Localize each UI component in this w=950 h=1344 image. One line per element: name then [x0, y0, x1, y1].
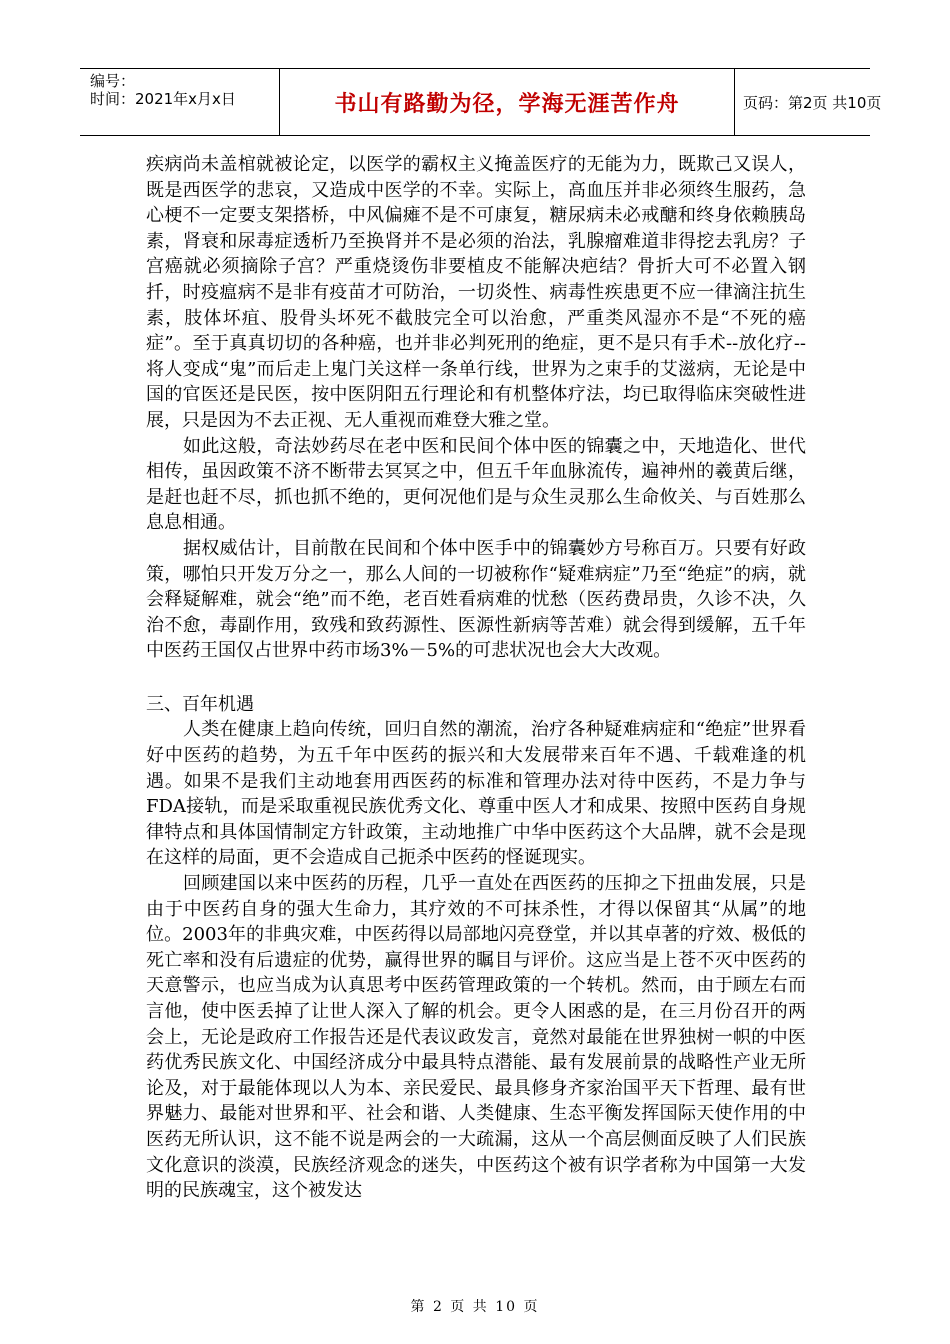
section-heading: 三、百年机遇 — [146, 693, 254, 715]
time-label: 时间：2021年x月x日 — [90, 90, 236, 108]
header-meta-cell — [80, 69, 280, 135]
header-motto-cell — [280, 69, 735, 135]
document-header — [80, 68, 882, 136]
page-info: 页码：第2页 共10页 — [743, 93, 882, 112]
document-body — [146, 152, 806, 1204]
page-footer: 第 2 页 共 10 页 — [410, 1299, 540, 1315]
section-spacer — [146, 664, 806, 692]
number-label: 编号： — [90, 72, 136, 90]
paragraph-1: 疾病尚未盖棺就被论定，以医学的霸权主义掩盖医疗的无能为力，既欺己又误人，既是西医学的悲哀，又造成中医学的不幸。实际上，高血压并非必须终生服药，急心梗不一定要支架搭桥，中风偏瘫不是不可康复，糖尿病未必戒醣和终身依赖胰岛素，肾衰和尿毒症透析乃至换肾并不是必须的治法，乳腺瘤难道非得挖去乳房？子宫癌就必须摘除子宫？严重烧烫伤非要植皮不能解决疤结？骨折大可不必置入钢扦，时疫瘟病不是非有疫苗才可防治，一切炎性、病毒性疾患更不应一律滴注抗生素，肢体坏疽、股骨头坏死不截肢完全可以治愈，严重类风湿亦不是“不死的癌症”。至于真真切切的各种癌，也并非必判死刑的绝症，更不是只有手术--放化疗--将人变成“鬼”而后走上鬼门关这样一条单行线，世界为之束手的艾滋病，无论是中国的官医还是民医，按中医阴阳五行理论和有机整体疗法，均已取得临床突破性进展，只是因为不去正视、无人重视而难登大雅之堂。 — [146, 154, 806, 431]
motto-text: 书山有路勤为径，学海无涯苦作舟 — [334, 91, 680, 117]
paragraph-3: 据权威估计，目前散在民间和个体中医手中的锦囊妙方号称百万。只要有好政策，哪怕只开发万分之一，那么人间的一切被称作“疑难病症”乃至“绝症”的病，就会释疑解难，就会“绝”而不绝，老百姓看病难的忧愁（医药费昂贵，久诊不决，久治不愈，毒副作用，致残和致药源性、医源性新病等苦难）就会得到缓解，五千年中医药王国仅占世界中药市场3%－5%的可悲状况也会大大改观。 — [146, 537, 806, 662]
paragraph-2: 如此这般，奇法妙药尽在老中医和民间个体中医的锦囊之中，天地造化、世代相传，虽因政策不济不断带去冥冥之中，但五千年血脉流传，遍神州的羲黄后继，是赶也赶不尽，抓也抓不绝的，更何况他们是与众生灵那么生命攸关、与百姓那么息息相通。 — [146, 435, 806, 534]
paragraph-5: 回顾建国以来中医药的历程，几乎一直处在西医药的压抑之下扭曲发展，只是由于中医药自身的强大生命力，其疗效的不可抹杀性，才得以保留其“从属”的地位。2003年的非典灾难，中医药得以局部地闪亮登堂，并以其卓著的疗效、极低的死亡率和没有后遗症的优势，赢得世界的瞩目与评价。这应当是上苍不灭中医药的天意警示，也应当成为认真思考中医药管理政策的一个转机。然而，由于顾左右而言他，使中医丢掉了让世人深入了解的机会。更令人困惑的是，在三月份召开的两会上，无论是政府工作报告还是代表议政发言，竟然对最能在世界独树一帜的中医药优秀民族文化、中国经济成分中最具特点潜能、最有发展前景的战略性产业无所论及，对于最能体现以人为本、亲民爱民、最具修身齐家治国平天下哲理、最有世界魅力、最能对世界和平、社会和谐、人类健康、生态平衡发挥国际天使作用的中医药无所认识，这不能不说是两会的一大疏漏，这从一个高层侧面反映了人们民族文化意识的淡漠，民族经济观念的迷失，中医药这个被有识学者称为中国第一大发明的民族魂宝，这个被发达 — [146, 873, 806, 1202]
paragraph-4: 人类在健康上趋向传统，回归自然的潮流，治疗各种疑难病症和“绝症”世界看好中医药的趋势，为五千年中医药的振兴和大发展带来百年不遇、千载难逢的机遇。如果不是我们主动地套用西医药的标准和管理办法对待中医药，不是力争与FDA接轨，而是采取重视民族优秀文化、尊重中医人才和成果、按照中医药自身规律特点和具体国情制定方针政策，主动地推广中华中医药这个大品牌，就不会是现在这样的局面，更不会造成自己扼杀中医药的怪诞现实。 — [146, 719, 806, 869]
